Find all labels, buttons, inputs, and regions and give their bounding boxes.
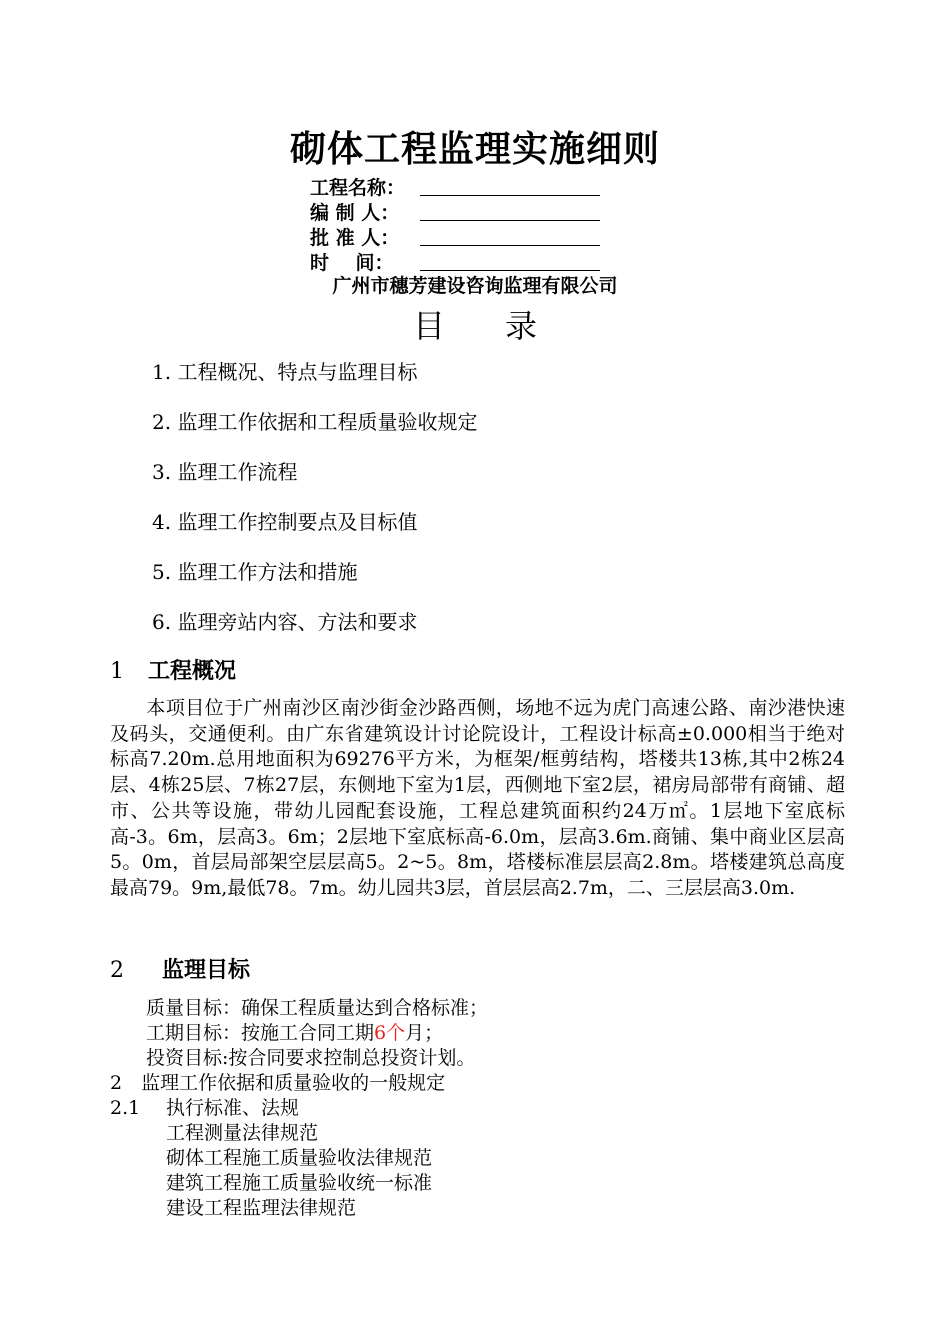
standard-item: 工程测量法律规范 [166,1122,319,1144]
toc-heading-right: 录 [505,307,538,345]
section-number: 2 [110,958,124,983]
schedule-goal-suffix: 月； [405,1022,444,1044]
investment-goal: 投资目标:按合同要求控制总投资计划。 [146,1047,476,1069]
overview-paragraph [110,696,845,902]
blank-line [420,177,600,196]
cover-metadata [310,176,600,276]
meta-label: 批 准 人： [310,227,400,249]
blank-line [420,202,600,221]
standard-item: 砌体工程施工质量验收法律规范 [166,1147,433,1169]
company-name: 广州市穗芳建设咨询监理有限公司 [332,275,618,297]
section-heading-overview [110,657,236,687]
blank-line [420,227,600,246]
table-of-contents [152,356,477,656]
toc-heading-left: 目 [412,307,445,345]
standard-item: 建设工程监理法律规范 [166,1197,357,1219]
meta-label: 时 间： [310,252,394,274]
overview-text: 本项目位于广州南沙区南沙街金沙路西侧，场地不远为虎门高速公路、南沙港快速及码头，交通便利。由广东省建筑设计讨论院设计，工程设计标高±0.000相当于绝对标高7.20m.总用地面积为69276平方米，为框架/框剪结构，塔楼共13栋,其中2栋24层、4栋25层、7栋27层，东侧地下室为1层，西侧地下室2层，裙房局部带有商铺、超市、公共等设施，带幼儿园配套设施，工程总建筑面积约24万㎡。1层地下室底标高-3。6m，层高3。6m；2层地下室底标高-6.0m，层高3.6m.商铺、集中商业区层高5。0m，首层局部架空层层高5。2~5。8m，塔楼标准层层高2.8m。塔楼建筑总高度最高79。9m,最低78。7m。幼儿园共3层，首层层高2.7m，二、三层层高3.0m. [110,697,845,899]
toc-item[interactable]: 5. 监理工作方法和措施 [152,560,358,584]
schedule-goal [146,1021,443,1046]
toc-item[interactable]: 4. 监理工作控制要点及目标值 [152,510,418,534]
meta-label: 工程名称： [310,177,406,199]
section-title: 监理目标 [162,958,251,983]
subsection-heading-standards [110,1096,299,1121]
toc-item[interactable]: 1. 工程概况、特点与监理目标 [152,360,418,384]
section-title: 工程概况 [148,659,237,684]
subsection-title: 执行标准、法规 [166,1097,300,1119]
section-heading-basis: 2 监理工作依据和质量验收的一般规定 [110,1072,446,1094]
section-heading-goals [110,956,250,986]
meta-row-approver [310,226,600,251]
subsection-number: 2.1 [110,1097,141,1119]
section-number: 1 [110,659,124,684]
meta-row-project-name [310,176,600,201]
blank-line [420,252,600,271]
toc-item[interactable]: 2. 监理工作依据和工程质量验收规定 [152,410,478,434]
meta-label: 编 制 人： [310,202,400,224]
toc-item[interactable]: 3. 监理工作流程 [152,460,298,484]
document-title: 砌体工程监理实施细则 [289,129,660,170]
schedule-goal-value: 6个 [374,1022,406,1044]
quality-goal: 质量目标：确保工程质量达到合格标准； [146,997,489,1019]
toc-item[interactable]: 6. 监理旁站内容、方法和要求 [152,610,418,634]
toc-heading [0,305,950,347]
schedule-goal-prefix: 工期目标：按施工合同工期 [146,1022,375,1044]
meta-row-author [310,201,600,226]
standard-item: 建筑工程施工质量验收统一标准 [166,1172,433,1194]
